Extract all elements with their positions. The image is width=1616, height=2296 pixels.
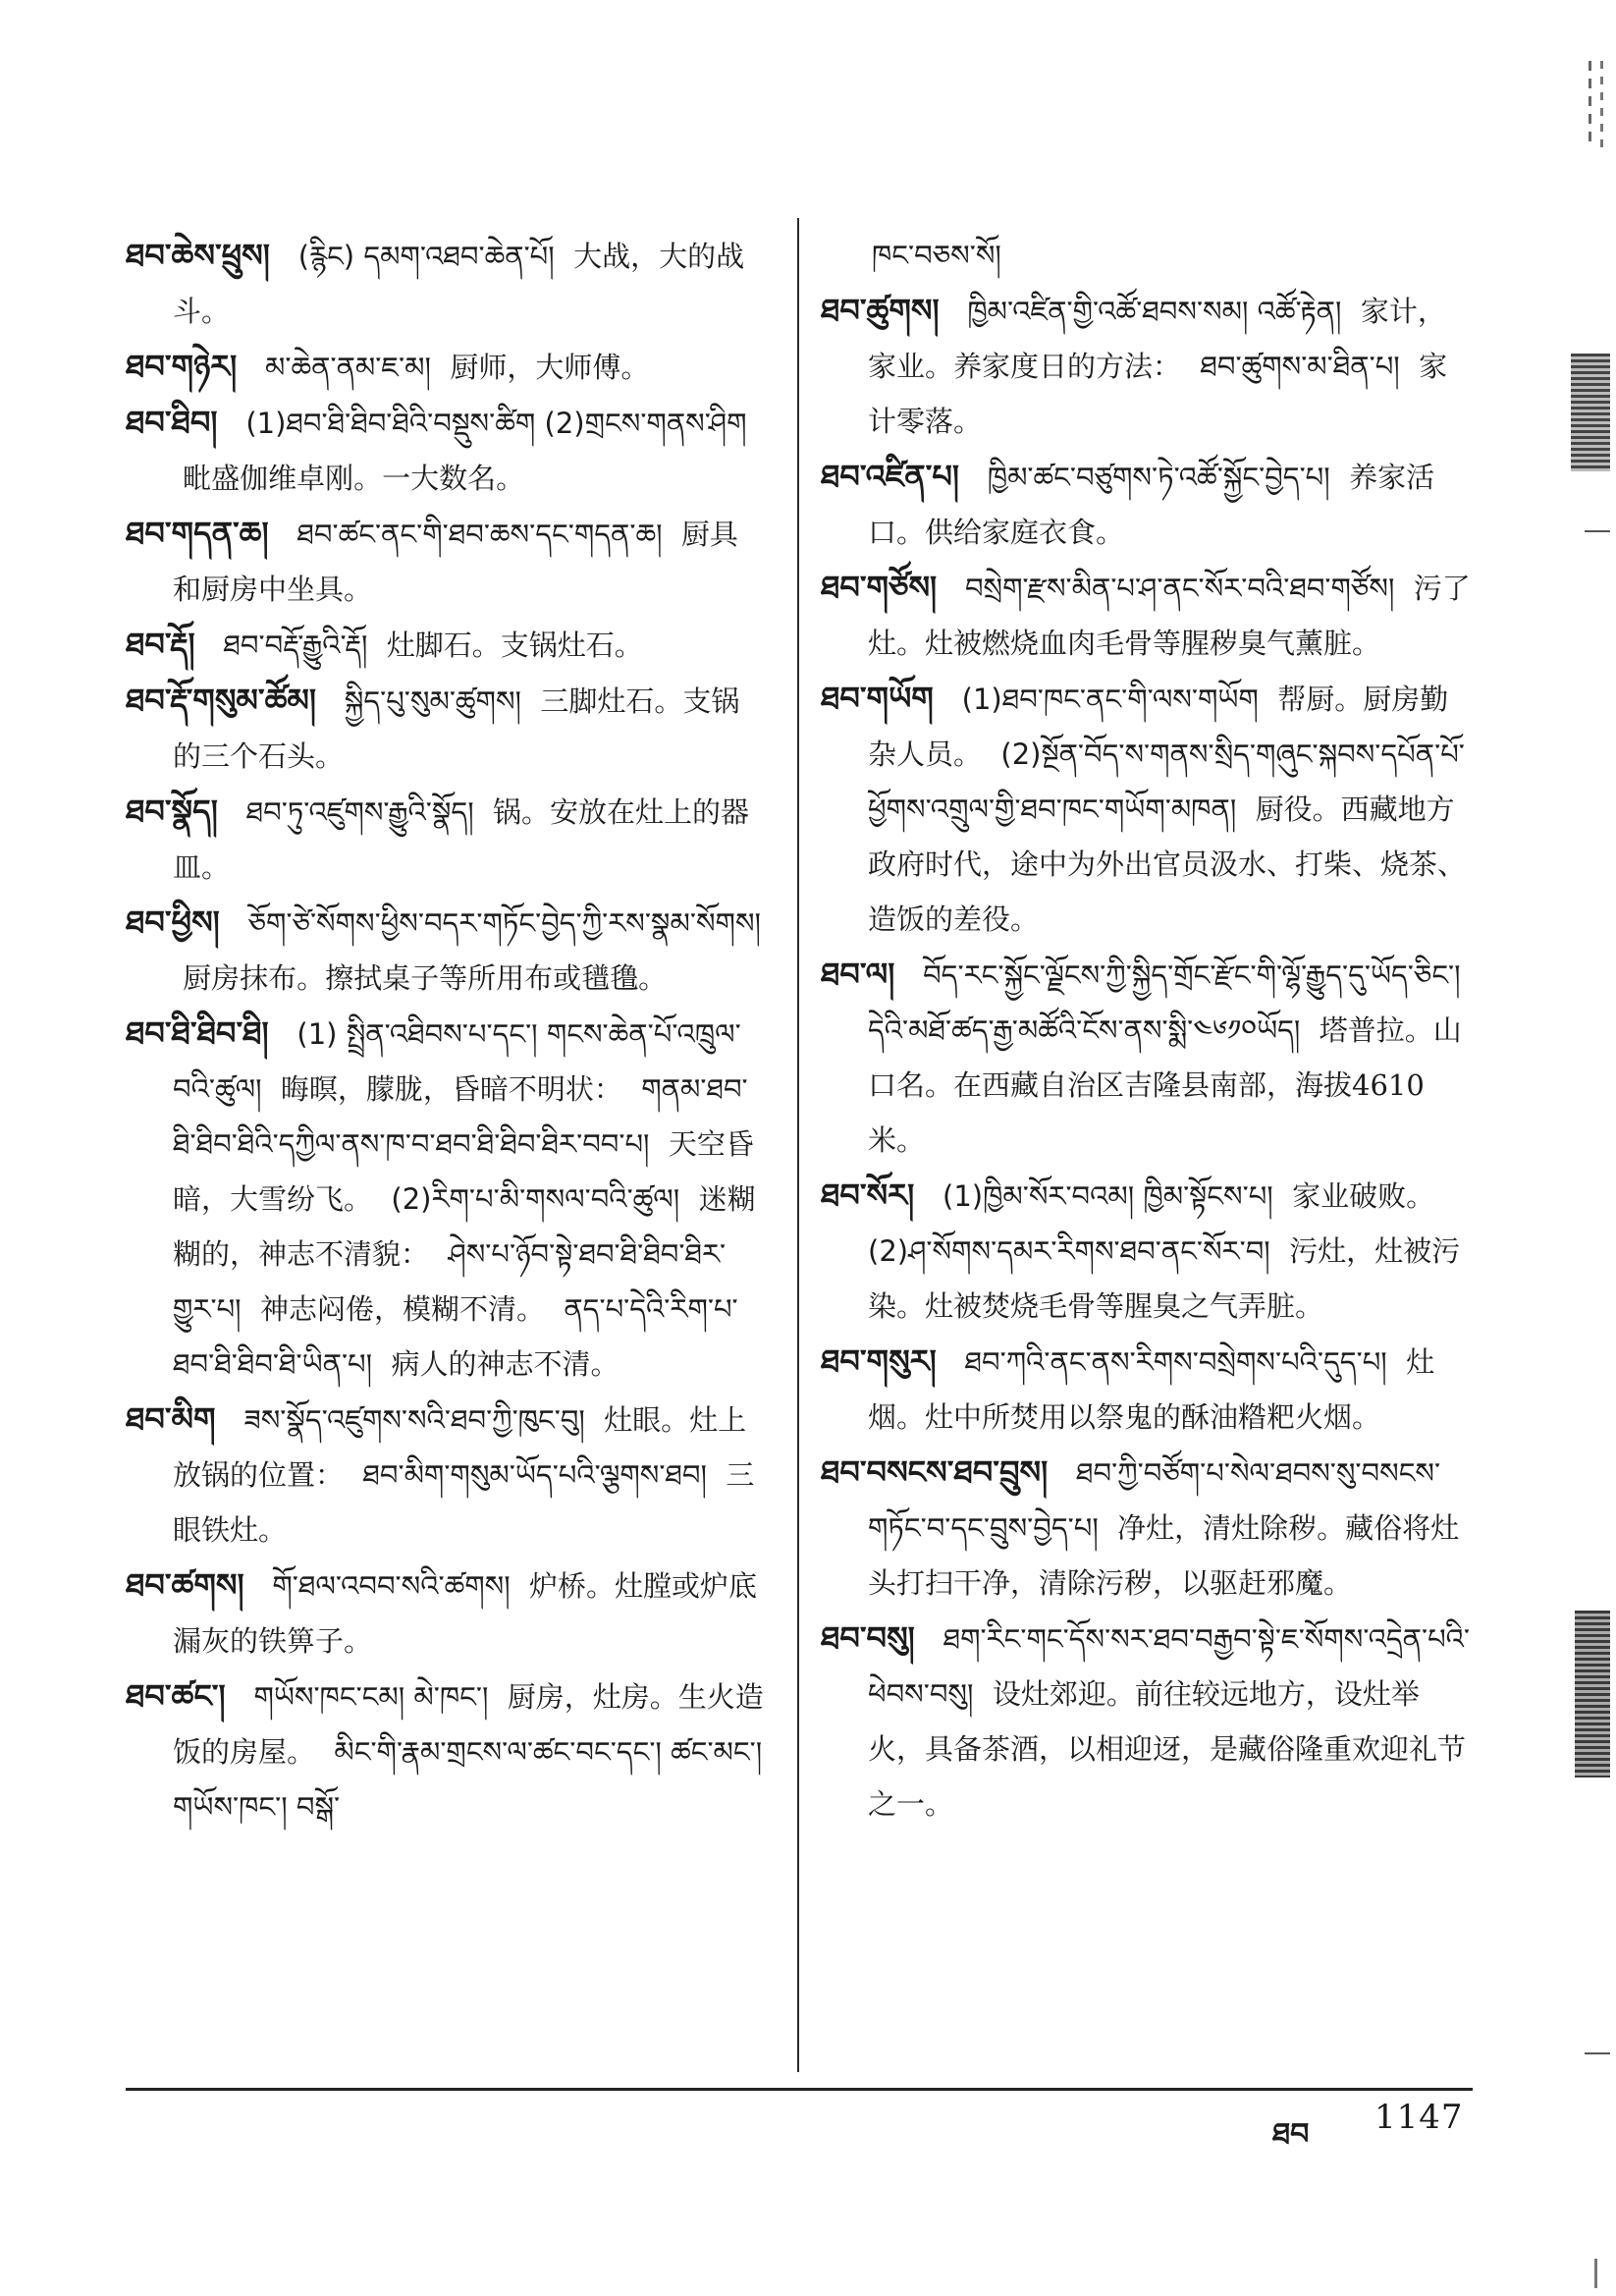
- scan-edge-mark: [1585, 530, 1610, 532]
- scan-edge-mark: [1589, 61, 1591, 149]
- chinese-definition: 帮厨。厨房勤杂人员。: [868, 683, 1449, 771]
- tibetan-definition: ཐབ་ཚུགས་མ་ཐིན་པ།: [1200, 350, 1400, 383]
- chinese-definition: 炉桥。灶膛或炉底漏灰的铁箅子。: [173, 1569, 758, 1658]
- dictionary-entry: [126, 1006, 766, 1392]
- chinese-definition: 灶眼。灶上放锅的位置：: [173, 1403, 747, 1492]
- tibetan-definition: ནད་པ་དེའི་རིག་པ་ཐབ་ཐི་ཐིབ་ཐི་ཡིན་པ།: [173, 1292, 738, 1381]
- chinese-definition: 厨师，大师傅。: [450, 351, 650, 384]
- tibetan-definition: སྐྱིད་པུ་སུམ་ཚུགས།: [344, 684, 521, 718]
- dictionary-entry: [821, 560, 1471, 671]
- dictionary-entry: [126, 395, 766, 506]
- chinese-definition: 塔普拉。山口名。在西藏自治区吉隆县南部，海拔4610米。: [868, 1013, 1462, 1157]
- scan-edge-mark: [1575, 1611, 1610, 1777]
- tibetan-definition: བསྲེག་རྫས་མིན་པ་ཤ་ནང་སོར་བའི་ཐབ་གཙོས།: [964, 572, 1395, 605]
- chinese-definition: 神志闷倦，模糊不清。: [259, 1292, 545, 1326]
- chinese-definition: 锅。安放在灶上的器皿。: [173, 795, 750, 884]
- tibetan-definition: ཐབ་ཀྱི་བཙོག་པ་སེལ་ཐབས་སུ་བསངས་གཏོང་བ་དང་བྲུས་བྱེད་པ།: [868, 1456, 1441, 1545]
- tibetan-definition: ཟས་སྣོད་འཛུགས་སའི་ཐབ་ཀྱི་ཁུང་བུ།: [243, 1403, 585, 1437]
- headword: ཐབ་ཚང་།: [126, 1677, 226, 1715]
- dictionary-entry: [821, 947, 1471, 1168]
- dictionary-entry: [821, 671, 1471, 947]
- headword: ཐབ་ཆེས་ཕྲུས།: [126, 237, 270, 274]
- chinese-definition: 污灶，灶被污染。灶被焚烧毛骨等腥臭之气弄脏。: [868, 1234, 1461, 1323]
- tibetan-definition: (2)སྔོན་བོད་ས་གནས་སྲིད་གཞུང་སྐབས་དཔོན་པོ་ཕྱོགས་འགྲུལ་གྱི་ཐབ་ཁང་གཡོག་མཁན།: [868, 738, 1465, 826]
- headword: ཐབ་རྡོ་གསུམ་ཚོམ།: [126, 682, 316, 719]
- chinese-definition: 天空昏暗，大雪纷飞。: [173, 1127, 754, 1216]
- footer-rule: [126, 2088, 1473, 2091]
- dictionary-entry: [126, 228, 766, 339]
- chinese-definition: 迷糊糊的，神志不清貌：: [173, 1182, 756, 1271]
- tibetan-definition: ཁྱིམ་ཚང་བཙུགས་ཏེ་འཚོ་སྐྱོང་བྱེད་པ།: [987, 461, 1330, 494]
- headword: ཐབ་སྣོད།: [126, 793, 218, 830]
- dictionary-entry: [126, 1392, 766, 1558]
- headword: ཐབ་ཐིབ།: [126, 404, 218, 441]
- chinese-definition: 灶烟。灶中所焚用以祭鬼的酥油糌粑火烟。: [868, 1345, 1435, 1434]
- chinese-definition: 厨房，灶房。生火造饭的房屋。: [173, 1680, 764, 1769]
- chinese-definition: 污了灶。灶被燃烧血肉毛骨等腥秽臭气薰脏。: [868, 572, 1471, 660]
- chinese-definition: 厨役。西藏地方政府时代，途中为外出官员汲水、打柴、烧茶、造饭的差役。: [868, 793, 1467, 936]
- scan-edge-mark: [1594, 2259, 1597, 2288]
- tibetan-definition: ཐབ་ཀའི་ནང་ནས་རིགས་བསྲེགས་པའི་དུད་པ།: [964, 1345, 1387, 1379]
- chinese-definition: 家计零落。: [868, 350, 1448, 438]
- chinese-definition: 设灶郊迎。前往较远地方，设灶举火，具备茶酒，以相迎迓，是藏俗隆重欢迎礼节之一。: [868, 1677, 1467, 1821]
- tibetan-definition: གོ་ཐལ་འབབ་སའི་ཚགས།: [272, 1569, 511, 1603]
- headword: ཐབ་གཙོས།: [821, 569, 938, 606]
- tibetan-definition: (1)ཐབ་ཁང་ནང་གི་ལས་གཡོག: [961, 683, 1259, 716]
- tibetan-definition: (1)ཁྱིམ་སོར་བའམ། ཁྱིམ་སྟོངས་པ།: [943, 1179, 1273, 1213]
- dictionary-entry: [126, 1558, 766, 1668]
- tibetan-definition: ཐབ་མིག་གསུམ་ཡོད་པའི་ལྕགས་ཐབ།: [362, 1458, 707, 1492]
- headword: ཐབ་བསུ།: [821, 1619, 915, 1657]
- chinese-definition: 晦暝，朦胧，昏暗不明状：: [280, 1072, 622, 1106]
- dictionary-entry: [126, 339, 766, 395]
- dictionary-entry: [821, 449, 1471, 560]
- headword: ཐབ་གཉེར།: [126, 348, 238, 385]
- tibetan-definition: (2)ཤ་སོགས་དམར་རིགས་ཐབ་ནང་སོར་བ།: [868, 1234, 1270, 1268]
- tibetan-definition: (1)ཐབ་ཐི་ཐིབ་ཐིའི་བསྡུས་ཚིག: [245, 407, 536, 440]
- headword: ཐབ་མིག: [126, 1400, 216, 1438]
- continued-text: ཁང་བཅས་སོ།: [872, 239, 1001, 272]
- headword: ཐབ་བསངས་ཐབ་བྲུས།: [821, 1453, 1049, 1491]
- right-column: [821, 228, 1471, 2070]
- chinese-definition: 养家活口。供给家庭衣食。: [868, 461, 1435, 549]
- dictionary-entry: [821, 1445, 1471, 1611]
- tibetan-definition: ཐག་རིང་གང་དོས་སར་ཐབ་བརྒྱབ་སྟེ་ཇ་སོགས་འདྲེན་པའི་ཕེབས་བསུ།: [868, 1622, 1471, 1711]
- dictionary-entry: [821, 1334, 1471, 1445]
- dictionary-entry: [126, 784, 766, 895]
- tibetan-definition: (2)གྲངས་གནས་ཤིག: [544, 407, 747, 440]
- tibetan-definition: (2)རིག་པ་མི་གསལ་བའི་ཚུལ།: [391, 1182, 680, 1216]
- dictionary-entry: [821, 1168, 1471, 1334]
- tibetan-definition: མ་ཆེན་ནམ་ཇ་མ།: [265, 351, 431, 384]
- headword: ཐབ་ཐི་ཐིབ་ཐི།: [126, 1014, 269, 1052]
- dictionary-entry: [126, 617, 766, 673]
- headword: ཐབ་གདན་ཆ།: [126, 515, 269, 552]
- scan-edge-mark: [1585, 2052, 1610, 2054]
- headword: ཐབ་ལ།: [821, 956, 895, 993]
- tibetan-definition: ཐབ་བརྡོ་རྒྱུའི་རྡོ།: [223, 629, 368, 662]
- chinese-definition: 大战，大的战斗。: [173, 240, 745, 328]
- dictionary-entry: [126, 506, 766, 617]
- headword: ཐབ་རྡོ།: [126, 626, 195, 663]
- tibetan-definition: ཁྱིམ་འཛིན་གྱི་འཚོ་ཐབས་སམ། འཚོ་རྟེན།: [967, 295, 1342, 328]
- chinese-definition: 毗盛伽维卓刚。一大数名。: [183, 462, 525, 495]
- headword: ཐབ་འཛིན་པ།: [821, 458, 959, 495]
- tibetan-definition: (རྙིང) དམག་འཐབ་ཆེན་པོ།: [297, 240, 555, 273]
- chinese-definition: 净灶，清灶除秽。藏俗将灶头打扫干净，清除污秽，以驱赶邪魔。: [868, 1511, 1460, 1600]
- tibetan-definition: བོད་རང་སྐྱོང་ལྗོངས་ཀྱི་སྐྱིད་གྲོང་རྫོང་གི་ལྷོ་རྒྱུད་དུ་ཡོད་ཅིང་། དེའི་མཐོ་ཚད་རྒྱ་མཚོའི་ངོས་ནས་སྨི་༤༦༡༠ཡོད།: [868, 958, 1461, 1047]
- tibetan-definition: ཐབ་ཚང་ནང་གི་ཐབ་ཆས་དང་གདན་ཆ།: [296, 518, 663, 551]
- headword: ཐབ་གཡོག: [821, 680, 934, 717]
- chinese-definition: 三脚灶石。支锅的三个石头。: [173, 684, 740, 773]
- left-column: [126, 228, 766, 2070]
- tibetan-definition: ཐབ་ཏུ་འཛུགས་རྒྱུའི་སྣོད།: [245, 795, 474, 829]
- scan-edge-mark: [1600, 61, 1603, 149]
- headword: ཐབ་ཕྱིས།: [126, 903, 220, 941]
- chinese-definition: 家业破败。: [1292, 1179, 1435, 1213]
- scan-edge-mark: [1571, 354, 1610, 471]
- chinese-definition: 三眼铁灶。: [173, 1458, 755, 1547]
- tibetan-definition: གནམ་ཐབ་ཐི་ཐིབ་ཐིའི་དཀྱིལ་ནས་ཁ་བ་ཐབ་ཐི་ཐིབ་ཐིར་བབ་པ།: [173, 1072, 748, 1161]
- tibetan-definition: མིང་གི་རྣམ་གྲངས་ལ་ཚང་བང་དང་། ཚང་མང་། གཡོས་ཁང་། བསྒོ་: [173, 1735, 763, 1824]
- headword: ཐབ་ཚགས།: [126, 1566, 244, 1604]
- dictionary-entry: [126, 1668, 766, 1834]
- dictionary-entry: [126, 673, 766, 784]
- headword: ཐབ་གསུར།: [821, 1342, 937, 1380]
- chinese-definition: 厨具和厨房中坐具。: [173, 518, 738, 606]
- dictionary-entry: [821, 1611, 1471, 1831]
- dictionary-entry: [821, 283, 1471, 449]
- chinese-definition: 灶脚石。支锅灶石。: [386, 629, 643, 662]
- dictionary-entry: [126, 895, 766, 1006]
- running-head: ཐབ: [1272, 2117, 1310, 2152]
- page-number: 1147: [1374, 2098, 1464, 2137]
- tibetan-definition: ཅོག་ཙེ་སོགས་ཕྱིས་བདར་གཏོང་བྱེད་ཀྱི་རས་སྣམ་སོགས།: [247, 906, 761, 940]
- column-divider: [797, 218, 799, 2072]
- chinese-definition: 厨房抹布。擦拭桌子等所用布或氆氇。: [183, 961, 668, 995]
- tibetan-definition: (1) སྤྲིན་འཐིབས་པ་དང་། གངས་ཆེན་པོ་འཁྲུལ་བའི་ཚུལ།: [173, 1017, 741, 1106]
- headword: ཐབ་སོར།: [821, 1176, 915, 1214]
- headword: ཐབ་ཚུགས།: [821, 292, 940, 329]
- chinese-definition: 病人的神志不清。: [391, 1347, 619, 1381]
- tibetan-definition: གཡོས་ཁང་ངམ། མེ་ཁང་།: [253, 1680, 489, 1714]
- chinese-definition: 家计，家业。养家度日的方法：: [868, 295, 1446, 383]
- tibetan-definition: ཤེས་པ་ཉོབ་སྟེ་ཐབ་ཐི་ཐིབ་ཐིར་གྱུར་པ།: [173, 1237, 727, 1326]
